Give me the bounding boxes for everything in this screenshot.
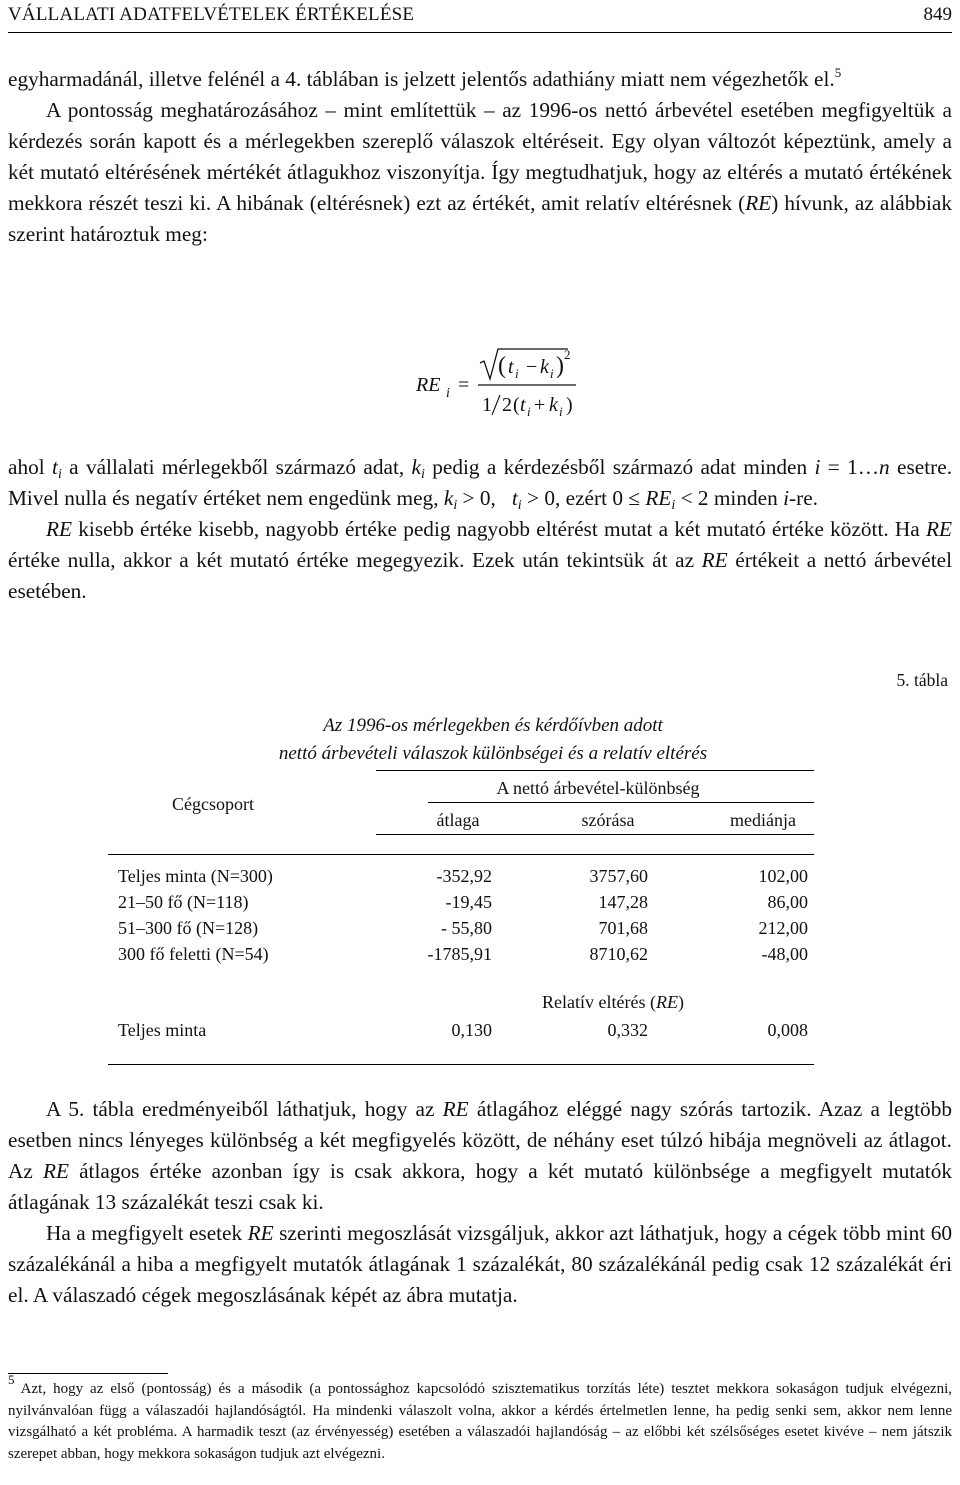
re-symbol: RE	[745, 191, 772, 215]
running-head-title: VÁLLALATI ADATFELVÉTELEK ÉRTÉKELÉSE	[8, 4, 415, 25]
table-rule	[108, 854, 814, 855]
word: átlagához eléggé nagy szórás tartozik. Azaz a legtöbb esetben nincs lényeges különbség a két megfigyelés között, de néhány eset túlzó hibája megnöveli az átlagot. Az	[8, 1097, 952, 1183]
word: > 0,	[526, 486, 561, 510]
var-i: i	[453, 498, 458, 513]
var-i: i	[783, 486, 790, 510]
sqrt-sign	[480, 349, 568, 379]
word: )	[677, 992, 684, 1012]
word: a vállalati mérlegekből származó adat,	[69, 455, 405, 479]
re-symbol: RE	[42, 1159, 69, 1183]
var-i: i	[57, 467, 62, 482]
table-cell: 0,008	[767, 1020, 808, 1040]
paragraph	[8, 64, 952, 95]
footnote	[8, 1372, 952, 1466]
var-i: i	[421, 467, 425, 482]
row-label: 300 fő feletti (N=54)	[118, 944, 269, 964]
re-symbol: RE	[655, 992, 678, 1012]
table-cell: -48,00	[761, 944, 808, 964]
row-label: 21–50 fő (N=118)	[118, 892, 249, 912]
formula-paren: (	[498, 353, 506, 379]
formula-equals: =	[458, 374, 470, 396]
table-cell: - 55,80	[441, 918, 492, 938]
formula-lhs-sub: i	[446, 386, 450, 401]
table-rule	[376, 834, 814, 835]
column-header: átlaga	[436, 810, 480, 830]
word: értékeit a nettó árbevétel esetében.	[8, 548, 952, 603]
word: esetre. Mivel nulla és negatív értéket nem engedünk meg,	[8, 455, 953, 510]
formula-sub: i	[527, 404, 531, 419]
table-cell: 147,28	[598, 892, 648, 912]
running-head	[8, 2, 952, 33]
formula-sub: i	[515, 366, 519, 381]
table-rule	[108, 1064, 814, 1065]
paragraph-text: A pontosság meghatározásához – mint említettük – az 1996-os nettó árbevétel esetében megfigyeltük a kérdezés során kapott és a mérlegekben szereplő válaszok eltéréseit. Egy olyan változót képeztünk, amely a két mutató eltérésének mértékét átlagukhoz viszonyítja. Így megtudhatjuk, hogy az eltérés a mutató értékének mekkora részét teszi ki. A hibának (eltérésnek) ezt az értékét, amit relatív eltérésnek (	[8, 98, 952, 215]
page-number: 849	[923, 4, 952, 25]
formula-paren: )	[556, 353, 564, 379]
row-label: 51–300 fő (N=128)	[118, 918, 259, 938]
table-title-line: Az 1996-os mérlegekben és kérdőívben adott	[323, 715, 663, 736]
paragraph	[8, 95, 952, 250]
table-cell: 86,00	[767, 892, 808, 912]
table-cell: 102,00	[758, 866, 808, 886]
footnote-ref[interactable]: 5	[834, 65, 842, 80]
paragraph	[8, 452, 952, 514]
table-cell: 0,130	[451, 1020, 492, 1040]
word: Ha a megfigyelt esetek	[46, 1221, 243, 1245]
row-label: Teljes minta	[118, 1020, 207, 1040]
var-k: k	[443, 486, 454, 510]
table-cell: 8710,62	[589, 944, 648, 964]
formula-minus: −	[526, 356, 538, 378]
formula-t: t	[508, 356, 514, 378]
re-symbol: RE	[645, 486, 672, 510]
word: kisebb értéke kisebb, nagyobb értéke pedig nagyobb eltérést mutat a két mutató értéke között. Ha	[78, 517, 920, 541]
var-t: t	[52, 455, 58, 479]
formula-exponent: 2	[564, 347, 571, 362]
word: értéke nulla, akkor a két mutató értéke megegyezik. Ezek után tekintsük át az	[8, 548, 695, 572]
column-header: szórása	[581, 810, 635, 830]
formula-svg	[408, 343, 578, 423]
formula-two: 2	[502, 394, 512, 416]
re-section-header	[468, 992, 758, 1013]
re-symbol: RE	[701, 548, 728, 572]
slash	[492, 395, 500, 415]
var-t: t	[511, 486, 518, 510]
word: Relatív eltérés (	[542, 992, 656, 1012]
word: pedig a kérdezésből származó adat minden	[432, 455, 808, 479]
re-symbol: RE	[925, 517, 952, 541]
table-cell: 701,68	[598, 918, 648, 938]
table-cell: 212,00	[758, 918, 808, 938]
footnote-rule	[8, 1373, 168, 1374]
re-symbol: RE	[46, 517, 73, 541]
table-cell: -19,45	[445, 892, 492, 912]
paragraph	[8, 1218, 952, 1311]
discussion-text	[8, 1094, 952, 1311]
footnote-text: Azt, hogy az első (pontosság) és a második (a pontossághoz kapcsolódó szisztematikus torzítás léte) tesztet mekkora sokaságon tudjuk elvégezni, nyilvánvalóan függ a válaszadói hajlandóságtól. Ha mindenki válaszolt volna, akkor a kérdés értelmetlen lenne, ha pedig senki sem, akkor nem lenne vizsgálható a két probléma. A harmadik teszt (az érvényesség) esetében a válaszadói hajlandóság – az előbbi két szélsőséges esetet kivéve – nem játszik szerepet abban, hogy mekkora sokaságon tudjuk azt elvégezni.	[8, 1381, 952, 1463]
intro-text	[8, 64, 952, 250]
span-header: A nettó árbevétel-különbség	[496, 778, 700, 798]
formula-paren: )	[566, 394, 573, 416]
word: > 0,	[462, 486, 496, 510]
formula-sub: i	[550, 366, 554, 381]
re-symbol: RE	[247, 1221, 274, 1245]
formula-k: k	[540, 356, 549, 378]
formula-paren: (	[513, 394, 520, 416]
table-title	[208, 712, 778, 768]
var-k: k	[411, 455, 421, 479]
var-i: i	[671, 498, 676, 513]
formula-sub: i	[559, 404, 563, 419]
var-i: i	[517, 498, 522, 513]
paragraph	[8, 514, 952, 607]
group-header: Cégcsoport	[172, 794, 254, 814]
paragraph-text: egyharmadánál, illetve felénél a 4. táblában is jelzett jelentős adathiány miatt nem végezhetők el.	[8, 67, 835, 91]
word: szerinti megoszlását vizsgáljuk, akkor azt láthatjuk, hogy a cégek több mint 60 százalékánál a hiba a megfigyelt mutatók átlagának 1 százalékát, 80 százalékánál pedig csak 12 százalékát éri el. A válaszadó cégek megoszlásának képét az ábra mutatja.	[8, 1221, 952, 1307]
word: ahol	[8, 455, 45, 479]
table-rule	[376, 770, 814, 771]
formula-plus: +	[534, 394, 546, 416]
column-header: mediánja	[730, 810, 796, 830]
table-cell: 0,332	[607, 1020, 648, 1040]
var-n: n	[879, 455, 890, 479]
re-symbol: RE	[442, 1097, 469, 1121]
formula-lhs: RE	[416, 374, 441, 396]
table-title-line: nettó árbevételi válaszok különbségei és a relatív eltérés	[278, 743, 708, 764]
table-number: 5. tábla	[896, 670, 948, 690]
word: A 5. tábla eredményeiből láthatjuk, hogy az	[46, 1097, 435, 1121]
word: < 2 minden	[680, 486, 778, 510]
table-cell: -352,92	[436, 866, 492, 886]
table-cell: 3757,60	[589, 866, 648, 886]
word: = 1…	[827, 455, 880, 479]
formula-t: t	[520, 394, 526, 416]
footnote-mark: 5	[8, 1372, 15, 1387]
definitions-text	[8, 452, 952, 607]
row-label: Teljes minta (N=300)	[118, 866, 273, 886]
word: átlagos értéke azonban így is csak akkora, hogy a két mutató különbsége a megfigyelt mutatók átlagának 13 százalékát teszi csak ki.	[8, 1159, 953, 1214]
word: ezért 0 ≤	[565, 486, 640, 510]
word: -re.	[789, 486, 818, 510]
re-formula	[8, 343, 952, 423]
paragraph-text: ) hívunk, az alábbiak szerint határoztuk meg:	[8, 191, 953, 246]
paragraph	[8, 1094, 952, 1218]
var-i: i	[814, 455, 821, 479]
table-cell: -1785,91	[427, 944, 492, 964]
formula-one: 1	[482, 394, 492, 416]
formula-k: k	[549, 394, 558, 416]
table-rule	[428, 802, 814, 803]
